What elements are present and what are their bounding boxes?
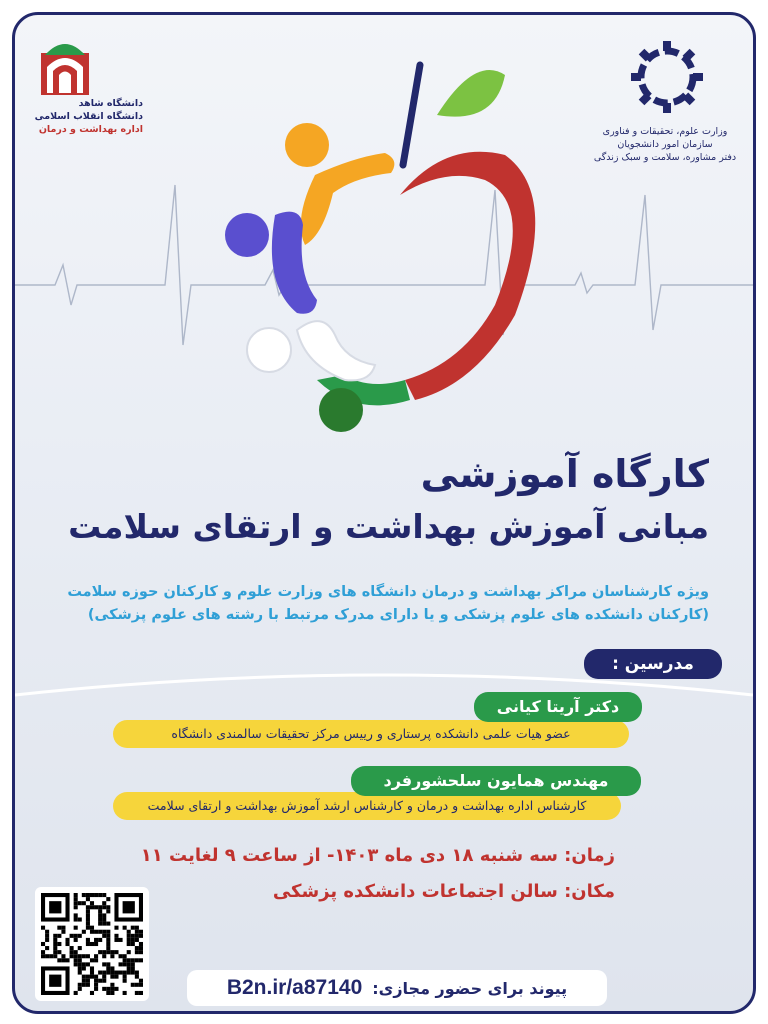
workshop-subtitle: مبانی آموزش بهداشت و ارتقای سلامت <box>68 507 709 546</box>
event-location: مکان: سالن اجتماعات دانشکده پزشکی <box>272 881 615 902</box>
university-office: اداره بهداشت و درمان <box>38 124 143 135</box>
university-subtitle: دانشگاه انقلاب اسلامی <box>34 111 143 122</box>
instructors-label: مدرسین : <box>584 649 722 679</box>
workshop-poster <box>12 12 756 1014</box>
audience-line-2: (کارکنان دانشکده های علوم پزشکی و یا دارای مدرک مرتبط با رشته های علوم پزشکی) <box>87 607 709 623</box>
online-link-url[interactable]: B2n.ir/a87140 <box>226 976 363 999</box>
audience-line-1: ویژه کارشناسان مراکز بهداشت و درمان دانشگاه های وزارت علوم و کارکنان حوزه سلامت <box>67 584 709 600</box>
event-time: زمان: سه شنبه ۱۸ دی ماه ۱۴۰۳- از ساعت ۹ لغایت ۱۱ <box>140 845 615 866</box>
instructor-1-name: دکتر آریتا کیانی <box>474 692 642 722</box>
university-title: دانشگاه شاهد <box>78 98 143 109</box>
qr-code[interactable] <box>35 887 149 1001</box>
qr-code-icon <box>41 893 143 995</box>
ministry-name <box>590 125 740 164</box>
ministry-star-logo <box>627 37 707 117</box>
online-link-box[interactable] <box>187 970 607 1006</box>
online-link-label: پیوند برای حضور مجازی: <box>372 978 568 998</box>
apple-heart-people-emblem <box>205 45 565 445</box>
ministry-line-1: وزارت علوم، تحقیقات و فناوری <box>602 126 728 137</box>
university-name <box>33 97 143 136</box>
instructor-2-description: کارشناس اداره بهداشت و درمان و کارشناس ارشد آموزش بهداشت و ارتقای سلامت <box>113 792 621 820</box>
audience-text <box>35 581 709 627</box>
workshop-title: کارگاه آموزشی <box>420 452 709 496</box>
instructor-1-description: عضو هیات علمی دانشکده پرستاری و رییس مرکز تحقیقات سالمندی دانشگاه <box>113 720 629 748</box>
ministry-line-3: دفتر مشاوره، سلامت و سبک زندگی <box>593 152 737 163</box>
instructor-2-name: مهندس همایون سلحشورفرد <box>351 766 641 796</box>
ministry-line-2: سازمان امور دانشجویان <box>617 139 713 150</box>
university-arch-logo <box>39 35 91 97</box>
